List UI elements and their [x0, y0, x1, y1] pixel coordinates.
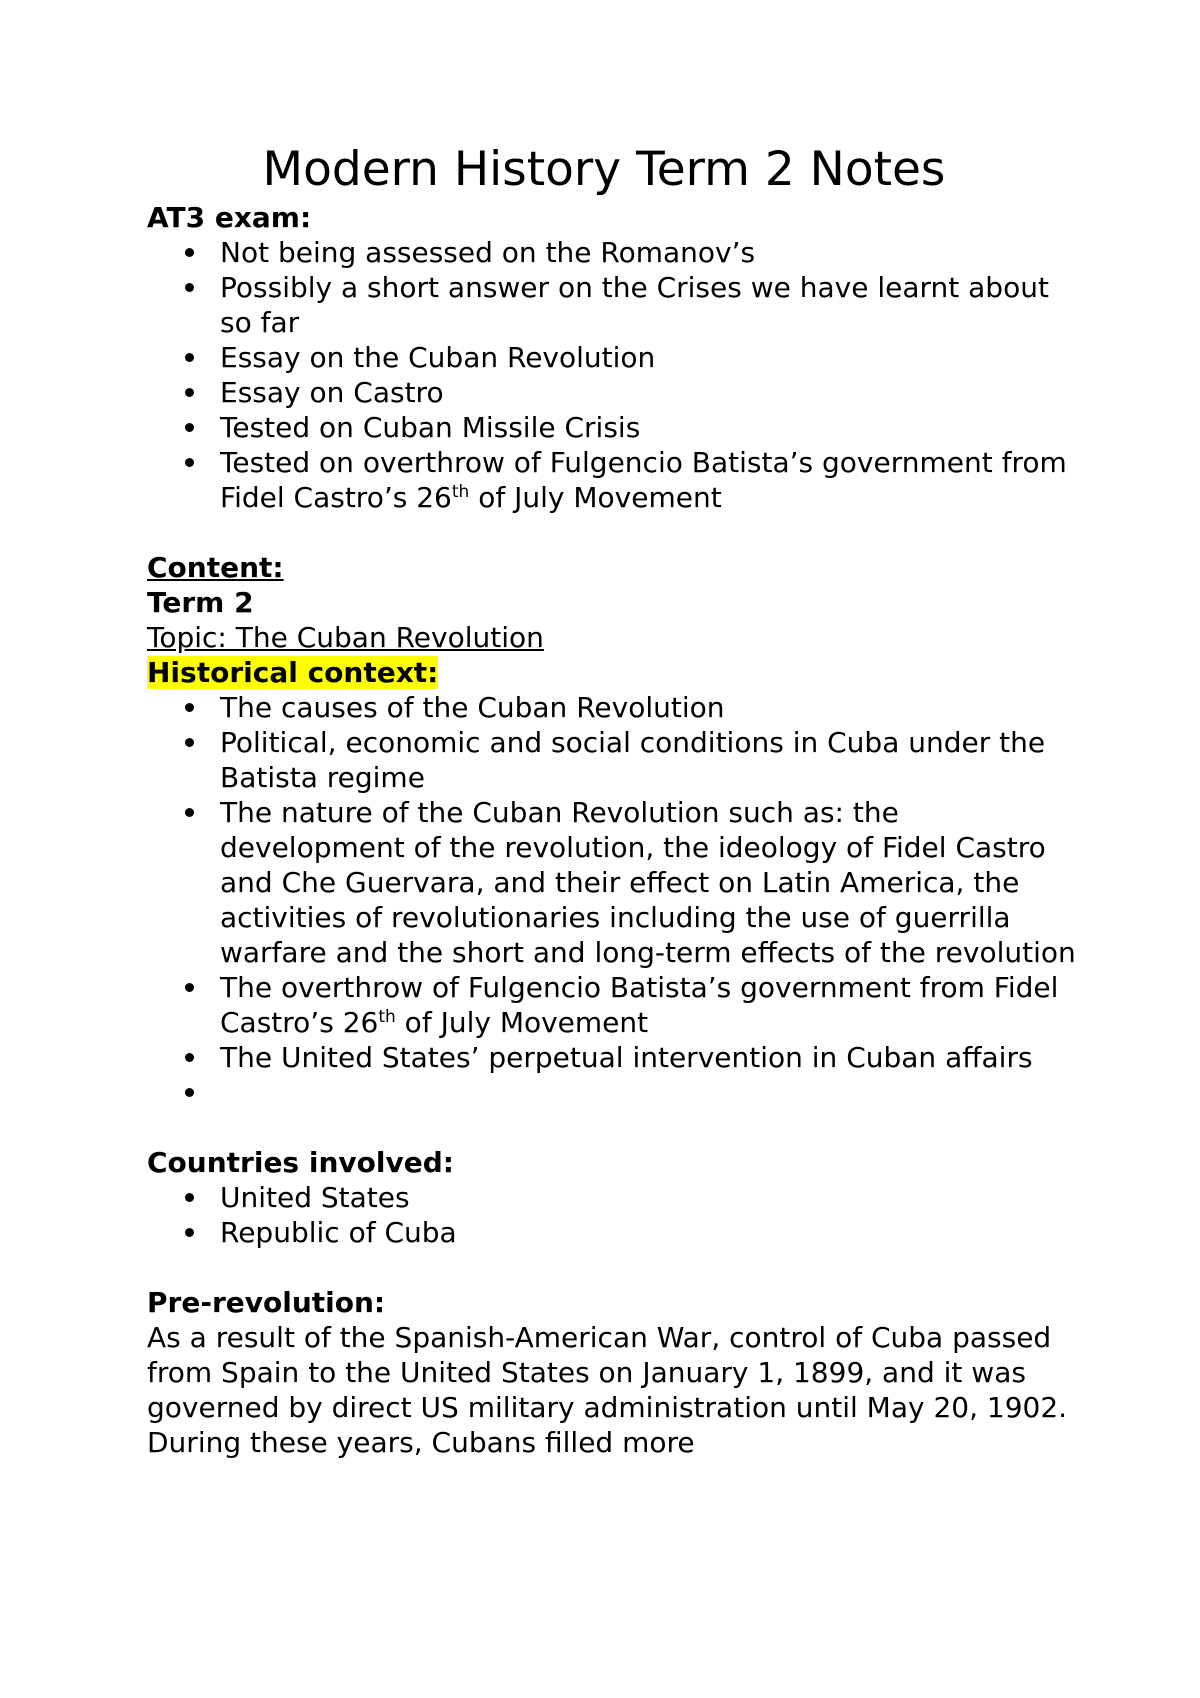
- bullet-icon: [185, 1088, 194, 1097]
- bullet-icon: [185, 983, 194, 992]
- list-item: The causes of the Cuban Revolution: [147, 690, 1087, 725]
- bullet-icon: [185, 738, 194, 747]
- bullet-icon: [185, 388, 194, 397]
- list-item: Republic of Cuba: [147, 1215, 1087, 1250]
- bullet-icon: [185, 423, 194, 432]
- term-heading: Term 2: [147, 586, 254, 619]
- list-item: The nature of the Cuban Revolution such as: the development of the revolution, the ideology of Fidel Castro and Che Guervara, and their effect on Latin America, the activities of revolutionaries including the use of guerrilla warfare and the short and long-term effects of the revolution: [147, 795, 1087, 970]
- bullet-icon: [185, 353, 194, 362]
- spacer: [147, 515, 1087, 550]
- at3-heading: AT3 exam:: [147, 201, 312, 234]
- list-item: The United States’ perpetual intervention in Cuban affairs: [147, 1040, 1087, 1075]
- content-heading: Content:: [147, 551, 284, 584]
- list-item: Not being assessed on the Romanov’s: [147, 235, 1087, 270]
- pre-revolution-paragraph: As a result of the Spanish-American War, control of Cuba passed from Spain to the United States on January 1, 1899, and it was governed by direct US military administration until May 20, 1902. During these years, Cubans filled more: [147, 1321, 1068, 1459]
- bullet-icon: [185, 808, 194, 817]
- list-item: Essay on Castro: [147, 375, 1087, 410]
- spacer: [147, 1110, 1087, 1145]
- bullet-icon: [185, 1193, 194, 1202]
- pre-revolution-heading: Pre-revolution:: [147, 1286, 386, 1319]
- countries-heading: Countries involved:: [147, 1146, 454, 1179]
- page-title: Modern History Term 2 Notes: [262, 142, 946, 197]
- bullet-icon: [185, 1228, 194, 1237]
- list-item: Essay on the Cuban Revolution: [147, 340, 1087, 375]
- list-item: The overthrow of Fulgencio Batista’s government from Fidel Castro’s 26th of July Movement: [147, 970, 1087, 1040]
- spacer: [147, 1250, 1087, 1285]
- list-item: United States: [147, 1180, 1087, 1215]
- countries-list: [147, 1180, 1087, 1250]
- list-item: Tested on overthrow of Fulgencio Batista’s government from Fidel Castro’s 26th of July Movement: [147, 445, 1087, 515]
- historical-context-list: [147, 690, 1087, 1110]
- bullet-icon: [185, 458, 194, 467]
- topic-line: Topic: The Cuban Revolution: [147, 621, 544, 654]
- at3-list: [147, 235, 1087, 515]
- bullet-icon: [185, 703, 194, 712]
- document-page: [147, 140, 1087, 1460]
- list-item: Tested on Cuban Missile Crisis: [147, 410, 1087, 445]
- historical-context-heading: Historical context:: [147, 656, 439, 689]
- bullet-icon: [185, 283, 194, 292]
- bullet-icon: [185, 248, 194, 257]
- list-item: Political, economic and social conditions in Cuba under the Batista regime: [147, 725, 1087, 795]
- list-item: Possibly a short answer on the Crises we have learnt about so far: [147, 270, 1087, 340]
- list-item: [147, 1075, 1087, 1110]
- bullet-icon: [185, 1053, 194, 1062]
